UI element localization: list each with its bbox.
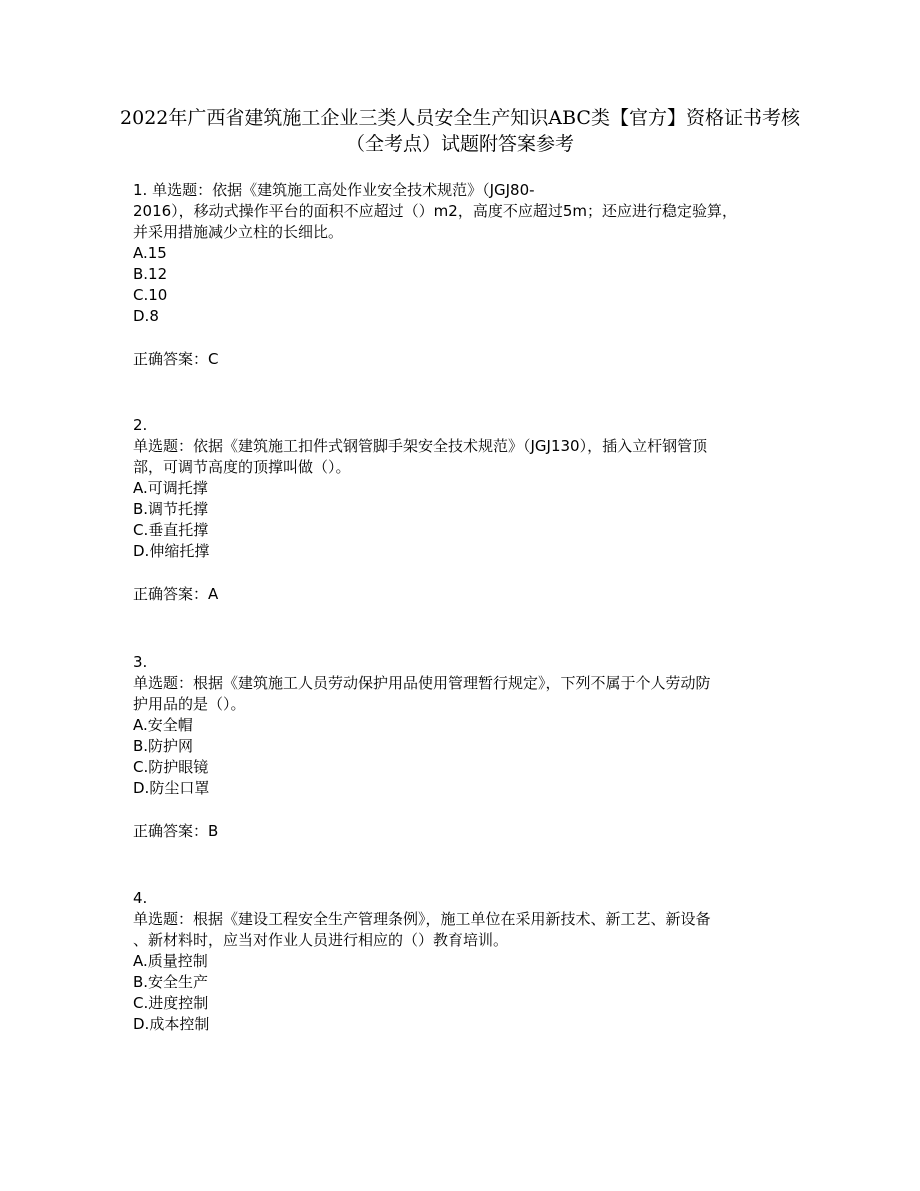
question-2-answer: 正确答案：A	[133, 585, 219, 603]
question-2-option-c: C.垂直托撑	[133, 521, 209, 539]
question-2-option-d: D.伸缩托撑	[133, 542, 210, 560]
question-4-option-d: D.成本控制	[133, 1015, 210, 1033]
question-1-stem-line-3: 并采用措施减少立柱的长细比。	[133, 223, 344, 241]
question-4-option-a: A.质量控制	[133, 952, 208, 970]
question-3-answer: 正确答案：B	[133, 822, 219, 840]
question-4	[133, 888, 793, 1035]
question-2-stem-line-3: 部，可调节高度的顶撑叫做（）。	[133, 458, 351, 476]
question-2-stem-line-1: 2.	[133, 416, 148, 434]
question-3-stem-line-1: 3.	[133, 653, 148, 671]
question-1-answer: 正确答案：C	[133, 350, 219, 368]
question-3	[133, 652, 793, 842]
spacer	[133, 327, 793, 349]
question-3-option-a: A.安全帽	[133, 716, 193, 734]
question-1-option-b: B.12	[133, 265, 168, 283]
title-line-2: （全考点）试题附答案参考	[345, 133, 574, 155]
spacer	[133, 562, 793, 584]
question-4-option-c: C.进度控制	[133, 994, 209, 1012]
question-4-stem-line-3: 、新材料时，应当对作业人员进行相应的（）教育培训。	[133, 931, 509, 949]
question-2-stem-line-2: 单选题：依据《建筑施工扣件式钢管脚手架安全技术规范》（JGJ130），插入立杆钢管顶	[133, 437, 708, 455]
question-3-option-c: C.防护眼镜	[133, 758, 209, 776]
question-1	[133, 180, 793, 370]
question-1-option-a: A.15	[133, 244, 167, 262]
question-4-option-b: B.安全生产	[133, 973, 209, 991]
question-4-stem-line-2: 单选题：根据《建设工程安全生产管理条例》，施工单位在采用新技术、新工艺、新设备	[133, 910, 711, 928]
question-3-option-d: D.防尘口罩	[133, 779, 210, 797]
question-1-option-c: C.10	[133, 286, 168, 304]
question-1-option-d: D.8	[133, 307, 159, 325]
document-title	[100, 105, 820, 157]
question-2-option-a: A.可调托撑	[133, 479, 208, 497]
question-3-stem-line-3: 护用品的是（）。	[133, 695, 246, 713]
spacer	[133, 799, 793, 821]
question-2	[133, 415, 793, 605]
question-3-option-b: B.防护网	[133, 737, 194, 755]
question-4-stem-line-1: 4.	[133, 889, 148, 907]
question-3-stem-line-2: 单选题：根据《建筑施工人员劳动保护用品使用管理暂行规定》，下列不属于个人劳动防	[133, 674, 711, 692]
question-1-stem-line-2: 2016），移动式操作平台的面积不应超过（）m2，高度不应超过5m；还应进行稳定验算，	[133, 202, 737, 220]
title-line-1: 2022年广西省建筑施工企业三类人员安全生产知识ABC类【官方】资格证书考核	[120, 107, 800, 129]
question-2-option-b: B.调节托撑	[133, 500, 209, 518]
question-1-stem-line-1: 1. 单选题：依据《建筑施工高处作业安全技术规范》（JGJ80-	[133, 181, 535, 199]
